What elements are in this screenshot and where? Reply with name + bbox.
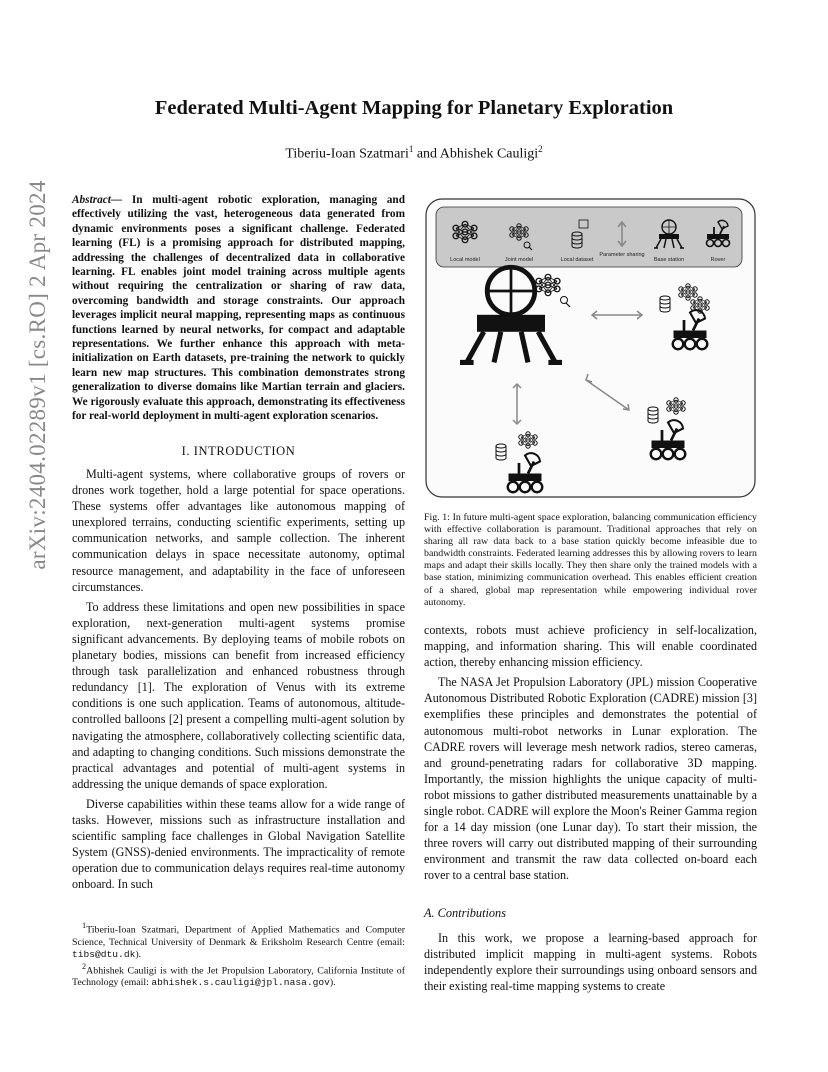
- abstract-label: Abstract—: [72, 194, 123, 206]
- arxiv-sidebar: [8, 95, 68, 655]
- section-heading-introduction: I. INTRODUCTION: [181, 444, 296, 458]
- legend-label: Local model: [450, 257, 480, 263]
- author-1: Tiberiu-Ioan Szatmari: [285, 146, 409, 162]
- author-2-affiliation: 2: [538, 144, 543, 154]
- figure-1: [424, 197, 757, 499]
- intro-paragraph: Multi-agent systems, where collaborative groups of rovers or drones work together, hold a large potential for space operations. These systems offer advantages like autonomous mapping of unexplored terrains, conducting scientific experiments, setting up communication networks, and sample collection. The inherent communication delays in space necessitate autonomy, optimal resource management, and adaptability in the face of unforeseen circumstances.: [72, 467, 405, 594]
- left-column-body: [72, 466, 405, 896]
- subsection-heading-contributions: A. Contributions: [424, 906, 506, 920]
- figure-1-caption: Fig. 1: In future multi-agent space exploration, balancing communication efficiency with effective collaboration is paramount. Traditional approaches that rely on sharing all raw data back to a base station quickly become infeasible due to bandwidth constraints. Federated learning addresses this by allowing rovers to learn maps and adapt their skills locally. They then share only the trained models with a base station, minimizing communication overhead. This enables efficient creation of a shared, global map representation while empowering individual rover autonomy.: [424, 512, 757, 608]
- legend-label: Parameter sharing: [599, 252, 645, 258]
- footnote-2: [72, 961, 405, 990]
- body-paragraph: In this work, we propose a learning-based approach for distributed implicit mapping in multi-agent systems. Robots independently explore their surroundings using onboard sensors and their existing real-time mapping systems to create: [424, 931, 757, 994]
- footnotes: [72, 920, 405, 990]
- footnote-1-end: ).: [135, 948, 142, 960]
- footnote-1: [72, 920, 405, 961]
- body-paragraph: contexts, robots must achieve proficiency in self-localization, mapping, and information sharing. This will enable coordinated action, thereby enhancing mission efficiency.: [424, 623, 757, 670]
- footnote-2-end: ).: [329, 977, 336, 989]
- legend-label: Rover: [710, 257, 726, 263]
- intro-paragraph: Diverse capabilities within these teams allow for a wide range of tasks. However, missions such as infrastructure installation and scientific sampling face challenges in Global Navigation Satellite System (GNSS)-denied environments. The impracticality of remote operation due to communication delays requires real-time autonomy onboard. In such: [72, 796, 405, 892]
- paper-title: Federated Multi-Agent Mapping for Planetary Exploration: [154, 97, 674, 119]
- author-2: and Abhishek Cauligi: [413, 146, 539, 162]
- footnote-2-mark: 2: [82, 961, 87, 971]
- abstract: [72, 193, 405, 424]
- legend-label: Joint model: [504, 257, 534, 263]
- footnote-2-text: Abhishek Cauligi is with the Jet Propulsion Laboratory, California Institute of Technology (email:: [72, 965, 405, 989]
- footnote-2-email[interactable]: abhishek.s.cauligi@jpl.nasa.gov: [151, 977, 330, 989]
- legend-label: Base station: [653, 257, 685, 263]
- legend-label: Local dataset: [560, 257, 594, 263]
- footnote-1-text: Tiberiu-Ioan Szatmari, Department of Applied Mathematics and Computer Science, Technical University of Denmark & Eriksholm Research Centre (email:: [72, 924, 405, 948]
- intro-paragraph: To address these limitations and open new possibilities in space exploration, next-generation multi-agent systems promise significant advancements. By deploying teams of mobile robots on planetary bodies, missions can benefit from increased efficiency through task parallelization and enhanced robustness through redundancy [1]. The exploration of Venus with its extreme conditions is one such application. Teams of autonomous, altitude-controlled balloons [2] present a compelling multi-agent solution by navigating the atmosphere, collaboratively collecting scientific data, and adapting to changing conditions. Such missions demonstrate the practical advantages and potential of multi-agent systems in addressing the unique demands of space exploration.: [72, 599, 405, 791]
- footnote-1-email[interactable]: tibs@dtu.dk: [72, 948, 136, 960]
- arxiv-id: arXiv:2404.02289v1 [cs.RO] 2 Apr 2024: [25, 180, 50, 570]
- author-1-affiliation: 1: [408, 144, 414, 154]
- body-paragraph: The NASA Jet Propulsion Laboratory (JPL) mission Cooperative Autonomous Distributed Robotic Exploration (CADRE) mission [3] exemplifies these principles and demonstrates the potential of autonomous multi-robot networks in Lunar exploration. The CADRE rovers will leverage mesh network radios, stereo cameras, and ground-penetrating radars for collaborative 3D mapping. Importantly, the mission highlights the unique capacity of multi-robot missions to gather distributed measurements unattainable by a single robot. CADRE will explore the Moon's Reiner Gamma region for a 14 day mission (one Lunar day). To start their mission, the three rovers will carry out distributed mapping of their surrounding environment and transmit the raw data collected on-board each rover to a central base station.: [424, 675, 757, 883]
- right-column-body: [424, 622, 757, 888]
- footnote-1-mark: 1: [82, 921, 87, 930]
- abstract-text: In multi-agent robotic exploration, managing and effectively utilizing the vast, heterogeneous data generated from dynamic environments poses a significant challenge. Federated learning (FL) is a promising approach for distributed mapping, addressing the challenges of decentralized data in collaborative learning. FL enables joint model training across multiple agents without requiring the centralization or sharing of raw data, overcoming bandwidth and storage constraints. Our approach leverages implicit neural mapping, representing maps as continuous functions learned by neural networks, for compact and adaptable representations. We further enhance this approach with meta-initialization on Earth datasets, pre-training the network to quickly learn new map structures. This combination demonstrates strong generalization to diverse domains like Martian terrain and glaciers. We rigorously evaluate this approach, demonstrating its effectiveness for real-world deployment in multi-agent exploration scenarios.: [72, 194, 405, 423]
- contributions-body: [424, 930, 757, 998]
- author-line: [0, 144, 828, 163]
